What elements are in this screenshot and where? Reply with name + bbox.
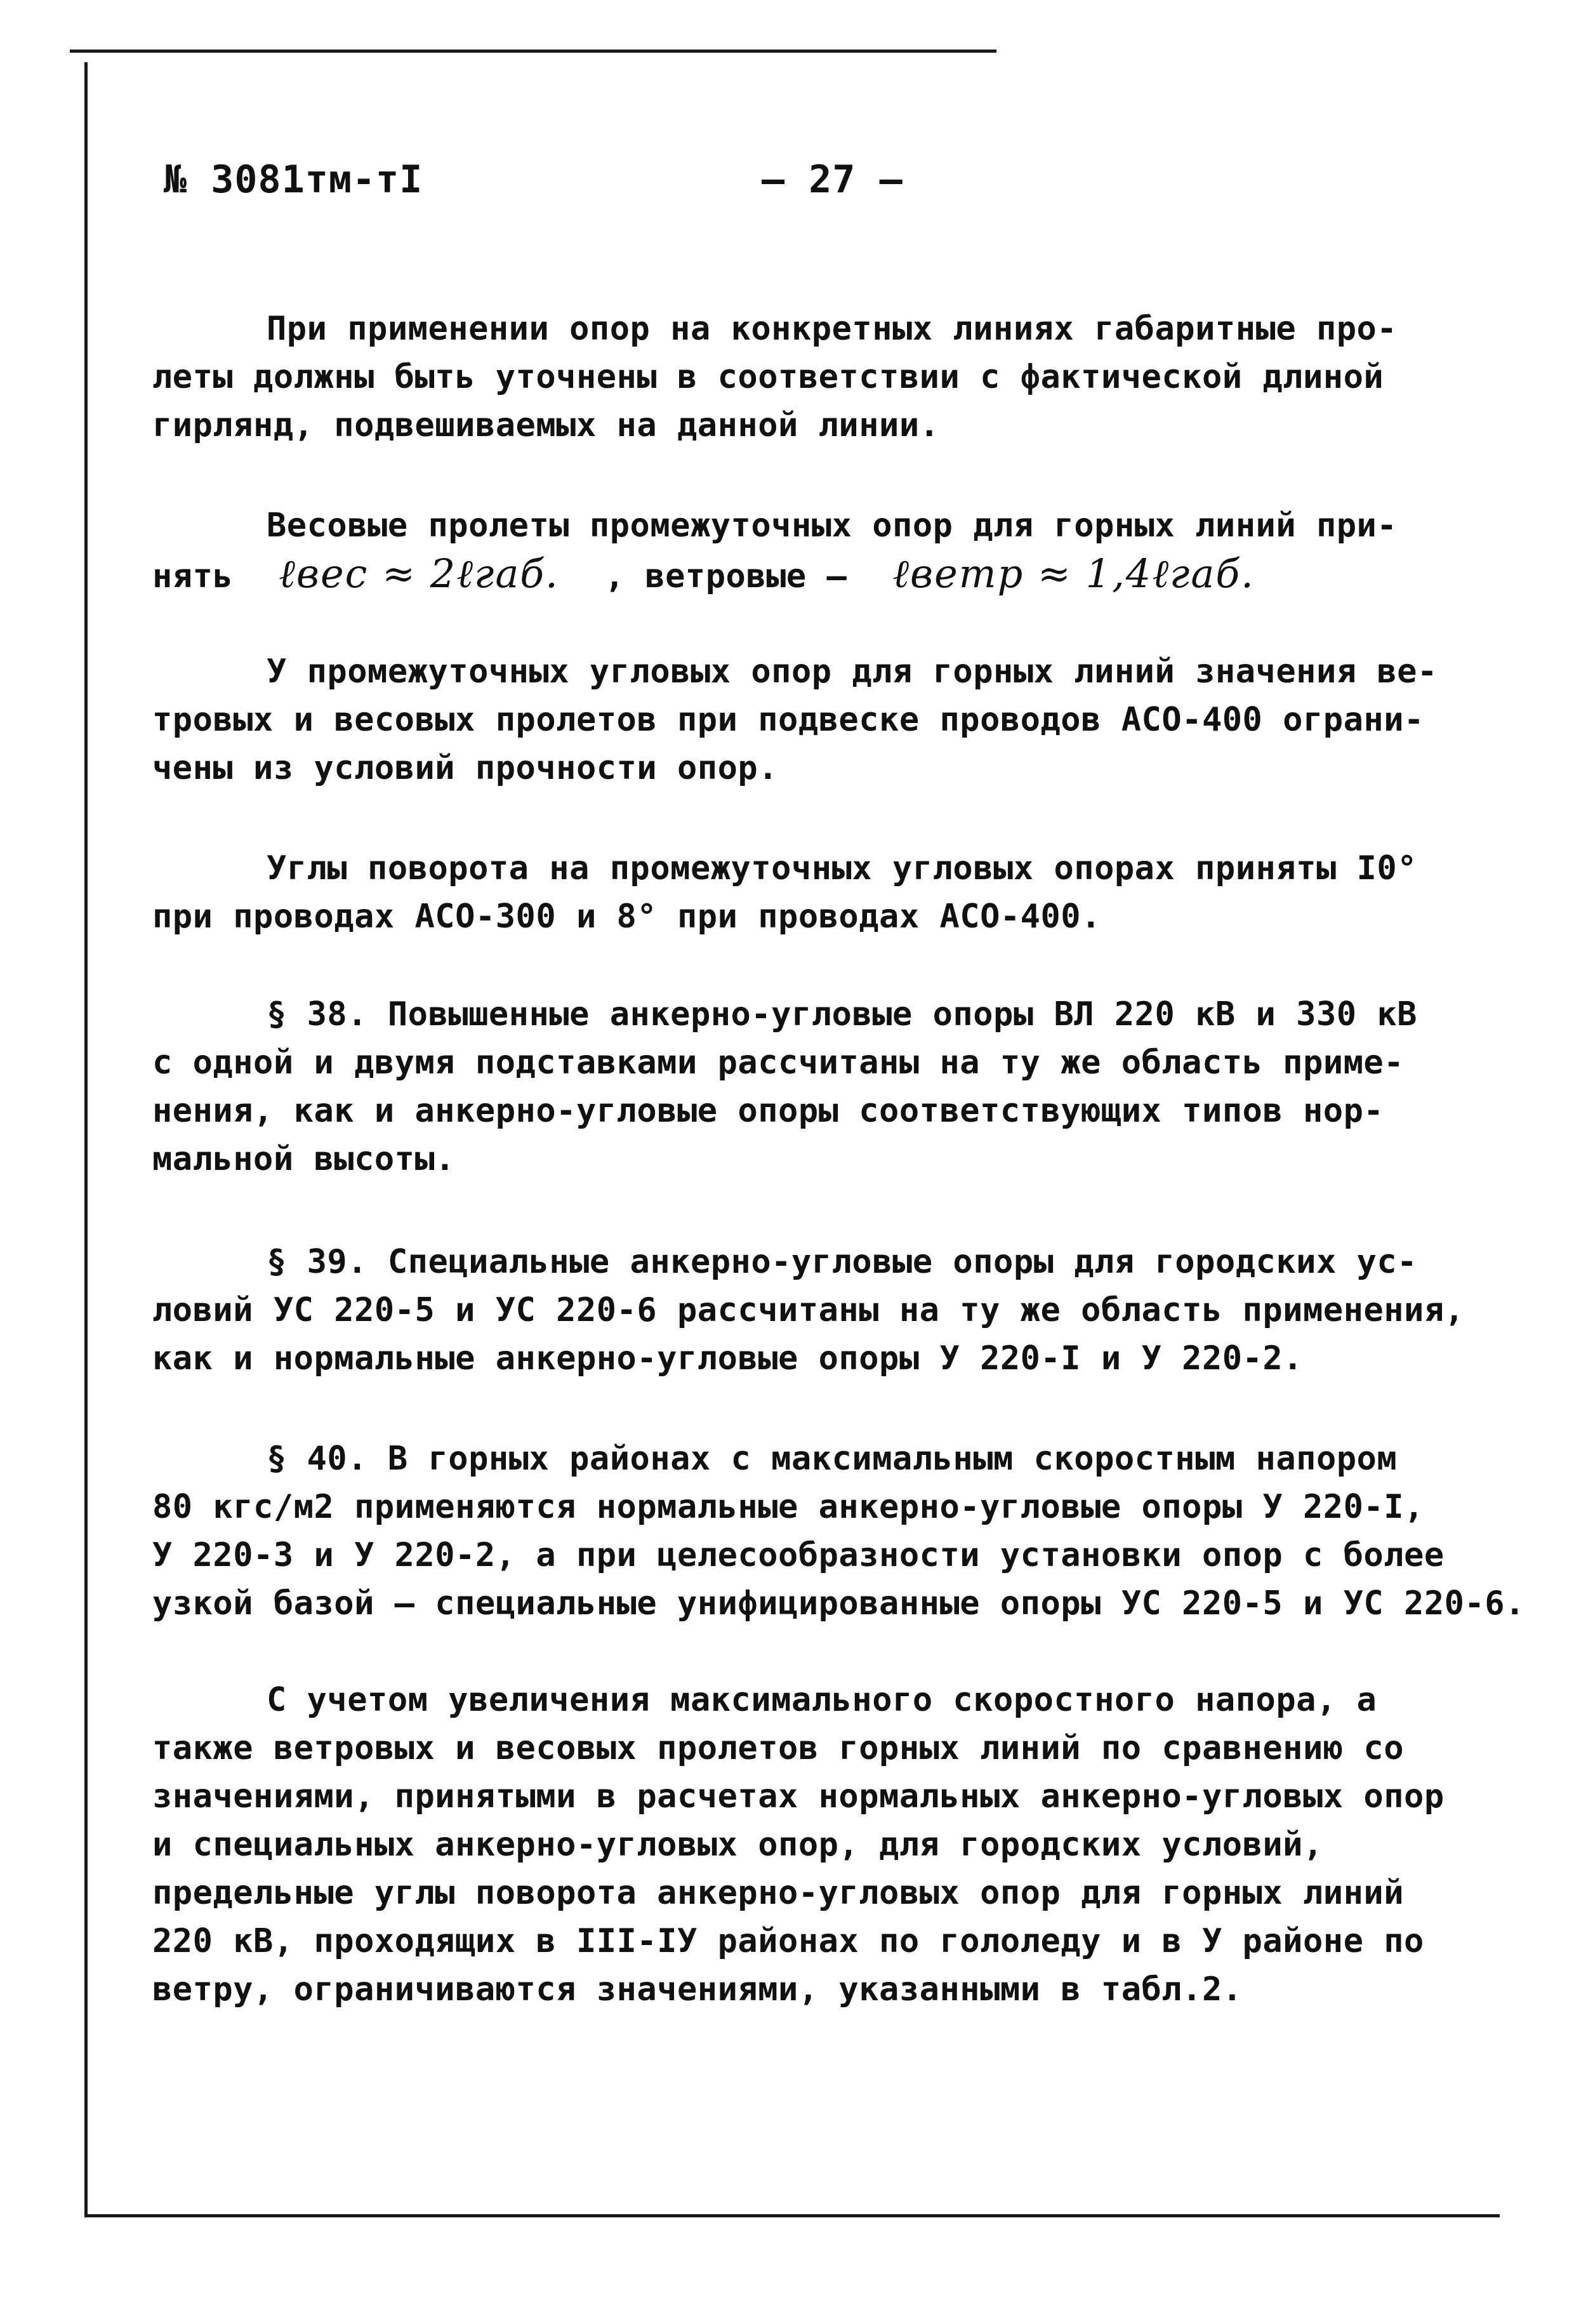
handwritten-formula-wind-span: ℓветр ≈ 1,4ℓгаб. bbox=[892, 550, 1255, 597]
bottom-border-line bbox=[84, 2214, 1500, 2217]
paragraph-span-clarification bbox=[152, 305, 1415, 449]
text-line: § 38. Повышенные анкерно-угловые опоры ВЛ 220 кВ и 330 кВ bbox=[267, 995, 1417, 1033]
paragraph-section-39 bbox=[152, 1238, 1465, 1383]
paragraph-angle-support-limits bbox=[152, 647, 1438, 792]
text-line: также ветровых и весовых пролетов горных линий по сравнению со bbox=[152, 1729, 1405, 1767]
text-line: гирлянд, подвешиваемых на данной линии. bbox=[152, 406, 940, 444]
paragraph-turn-angles bbox=[152, 844, 1415, 941]
text-line: § 40. В горных районах с максимальным скоростным напором bbox=[267, 1440, 1398, 1478]
text-line: 220 кВ, проходящих в III-IУ районах по гололеду и в У районе по bbox=[152, 1922, 1424, 1960]
text-line: тровых и весовых пролетов при подвеске проводов АСО-400 ограни- bbox=[152, 701, 1424, 739]
text-line: § 39. Специальные анкерно-угловые опоры для городских ус- bbox=[267, 1243, 1417, 1281]
text-line: При применении опор на конкретных линиях габаритные про- bbox=[267, 310, 1398, 348]
text-line: У промежуточных угловых опор для горных линий значения ве- bbox=[267, 653, 1438, 691]
page-number: – 27 – bbox=[762, 157, 903, 202]
text-line: узкой базой – специальные унифицированные опоры УС 220-5 и УС 220-6. bbox=[152, 1584, 1525, 1623]
text-line: С учетом увеличения максимального скоростного напора, а bbox=[267, 1681, 1377, 1719]
paragraph-limit-angles bbox=[152, 1676, 1445, 2014]
text-line: 80 кгс/м2 применяются нормальные анкерно-угловые опоры У 220-I, bbox=[152, 1488, 1424, 1526]
text-line: предельные углы поворота анкерно-угловых опор для горных линий bbox=[152, 1874, 1405, 1912]
paragraph-section-40 bbox=[152, 1435, 1525, 1628]
text-line: чены из условий прочности опор. bbox=[152, 749, 779, 787]
text-line: и специальных анкерно-угловых опор, для городских условий, bbox=[152, 1826, 1323, 1864]
text-line: нения, как и анкерно-угловые опоры соответствующих типов нор- bbox=[152, 1092, 1384, 1130]
text-line: ловий УС 220-5 и УС 220-6 рассчитаны на ту же область применения, bbox=[152, 1291, 1465, 1329]
text-line: леты должны быть уточнены в соответствии с фактической длиной bbox=[152, 358, 1384, 396]
text-line: значениями, принятыми в расчетах нормальных анкерно-угловых опор bbox=[152, 1777, 1445, 1816]
text-line: с одной и двумя подставками рассчитаны на ту же область приме- bbox=[152, 1044, 1405, 1082]
paragraph-weight-spans bbox=[152, 501, 1415, 601]
text-line: как и нормальные анкерно-угловые опоры У 220-I и У 220-2. bbox=[152, 1339, 1303, 1378]
text-line: мальной высоты. bbox=[152, 1140, 456, 1178]
paragraph-section-38 bbox=[152, 990, 1415, 1183]
text-line: У 220-3 и У 220-2, а при целесообразности установки опор с более bbox=[152, 1536, 1445, 1574]
text-line: Весовые пролеты промежуточных опор для горных линий при- bbox=[267, 507, 1398, 545]
text-line-with-formulas bbox=[152, 550, 1415, 601]
line-middle: , ветровые – bbox=[604, 557, 847, 595]
text-line: Углы поворота на промежуточных угловых опорах приняты I0° bbox=[267, 849, 1417, 887]
handwritten-formula-weight-span: ℓвес ≈ 2ℓгаб. bbox=[279, 550, 559, 597]
document-code: № 3081тм-тI bbox=[164, 157, 423, 202]
left-border-line bbox=[84, 62, 88, 2214]
top-border-line bbox=[70, 50, 996, 53]
line-prefix: нять bbox=[152, 557, 234, 595]
text-line: ветру, ограничиваются значениями, указанными в табл.2. bbox=[152, 1970, 1243, 2009]
text-line: при проводах АСО-300 и 8° при проводах АСО-400. bbox=[152, 898, 1101, 936]
